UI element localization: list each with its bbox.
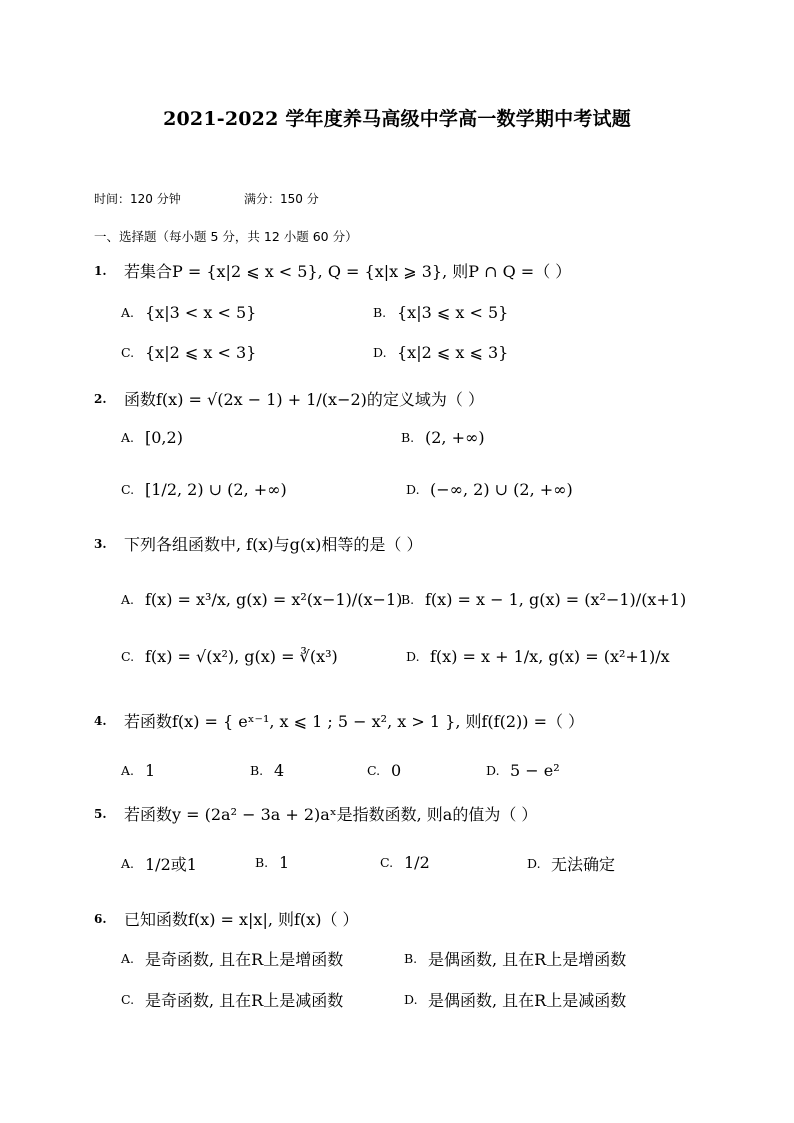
option-label: B.	[401, 592, 415, 607]
option-text: f(x) = √(x²), g(x) = ∛(x³)	[145, 647, 338, 666]
option-label: A.	[121, 763, 135, 778]
option-label: D.	[406, 482, 420, 497]
option-5a[interactable]	[121, 852, 197, 875]
option-text: {x|2 ⩽ x < 3}	[145, 343, 257, 362]
option-5d[interactable]	[527, 852, 615, 875]
question-6	[94, 907, 359, 930]
question-number: 6.	[94, 911, 107, 926]
option-text: 5 − e²	[510, 761, 560, 780]
time-limit: 时间：120 分钟	[94, 192, 181, 206]
option-2c[interactable]	[121, 479, 287, 499]
option-label: D.	[404, 992, 418, 1007]
page-title: 2021-2022 学年度养马高级中学高一数学期中考试题	[163, 108, 631, 130]
question-number: 2.	[94, 391, 107, 406]
question-stem: 下列各组函数中, f(x)与g(x)相等的是（ ）	[124, 535, 423, 554]
option-text: {x|2 ⩽ x ⩽ 3}	[397, 343, 509, 362]
option-3c[interactable]	[121, 646, 338, 666]
option-text: 无法确定	[551, 855, 616, 874]
option-6d[interactable]	[404, 988, 626, 1011]
option-4b[interactable]	[250, 760, 284, 780]
option-text: f(x) = x − 1, g(x) = (x²−1)/(x+1)	[425, 590, 687, 609]
option-4a[interactable]	[121, 760, 155, 780]
option-text: f(x) = x + 1/x, g(x) = (x²+1)/x	[430, 647, 670, 666]
option-label: D.	[406, 649, 420, 664]
option-label: B.	[255, 855, 269, 870]
option-1a[interactable]	[121, 302, 256, 322]
exam-meta	[94, 190, 319, 207]
option-label: C.	[380, 855, 394, 870]
option-6b[interactable]	[404, 947, 626, 970]
option-1c[interactable]	[121, 342, 256, 362]
option-text: 1/2或1	[145, 855, 197, 874]
option-6a[interactable]	[121, 947, 343, 970]
question-5	[94, 802, 537, 825]
question-number: 5.	[94, 806, 107, 821]
option-text: f(x) = x³/x, g(x) = x²(x−1)/(x−1)	[145, 590, 403, 609]
option-1d[interactable]	[373, 342, 508, 362]
question-stem: 若函数f(x) = { eˣ⁻¹, x ⩽ 1 ; 5 − x², x > 1 }, 则f(f(2)) =（ ）	[124, 712, 585, 731]
option-text: 是奇函数, 且在R上是减函数	[145, 991, 344, 1010]
option-2d[interactable]	[406, 479, 573, 499]
option-text: 0	[391, 761, 402, 780]
question-number: 3.	[94, 536, 107, 551]
option-label: D.	[527, 856, 541, 871]
option-4d[interactable]	[486, 760, 560, 780]
option-6c[interactable]	[121, 988, 343, 1011]
option-3d[interactable]	[406, 646, 670, 666]
option-label: D.	[486, 763, 500, 778]
section-heading: 一、选择题（每小题 5 分，共 12 小题 60 分）	[94, 229, 358, 244]
option-label: B.	[373, 305, 387, 320]
option-label: C.	[367, 763, 381, 778]
option-3b[interactable]	[401, 589, 686, 609]
full-score: 满分：150 分	[244, 192, 319, 206]
option-label: B.	[404, 951, 418, 966]
option-text: {x|3 ⩽ x < 5}	[397, 303, 509, 322]
option-text: 是偶函数, 且在R上是增函数	[428, 950, 627, 969]
option-text: 1	[279, 853, 290, 872]
question-stem: 已知函数f(x) = x|x|, 则f(x)（ ）	[124, 910, 359, 929]
option-text: 是偶函数, 且在R上是减函数	[428, 991, 627, 1010]
option-1b[interactable]	[373, 302, 508, 322]
option-5c[interactable]	[380, 852, 430, 872]
option-text: [1/2, 2) ∪ (2, +∞)	[145, 480, 287, 499]
option-label: C.	[121, 992, 135, 1007]
option-text: 是奇函数, 且在R上是增函数	[145, 950, 344, 969]
question-4	[94, 709, 584, 732]
option-text: 1/2	[404, 853, 430, 872]
option-text: (−∞, 2) ∪ (2, +∞)	[430, 480, 573, 499]
option-text: [0,2)	[145, 428, 183, 447]
option-label: A.	[121, 951, 135, 966]
question-number: 4.	[94, 713, 107, 728]
option-4c[interactable]	[367, 760, 401, 780]
option-label: A.	[121, 305, 135, 320]
option-label: A.	[121, 592, 135, 607]
option-label: A.	[121, 856, 135, 871]
question-number: 1.	[94, 263, 107, 278]
question-3	[94, 532, 422, 555]
option-3a[interactable]	[121, 589, 402, 609]
option-label: D.	[373, 345, 387, 360]
question-stem: 函数f(x) = √(2x − 1) + 1/(x−2)的定义域为（ ）	[124, 390, 484, 409]
question-2	[94, 387, 484, 410]
option-text: 4	[274, 761, 285, 780]
option-2a[interactable]	[121, 427, 183, 447]
option-label: A.	[121, 430, 135, 445]
question-stem: 若集合P = {x|2 ⩽ x < 5}, Q = {x|x ⩾ 3}, 则P ∩ Q =（ ）	[124, 262, 572, 281]
option-label: B.	[250, 763, 264, 778]
option-label: C.	[121, 345, 135, 360]
option-label: C.	[121, 649, 135, 664]
option-text: (2, +∞)	[425, 428, 485, 447]
option-label: B.	[401, 430, 415, 445]
option-text: {x|3 < x < 5}	[145, 303, 257, 322]
option-5b[interactable]	[255, 852, 289, 872]
question-stem: 若函数y = (2a² − 3a + 2)aˣ是指数函数, 则a的值为（ ）	[124, 805, 538, 824]
option-label: C.	[121, 482, 135, 497]
option-text: 1	[145, 761, 156, 780]
question-1	[94, 259, 571, 282]
option-2b[interactable]	[401, 427, 485, 447]
